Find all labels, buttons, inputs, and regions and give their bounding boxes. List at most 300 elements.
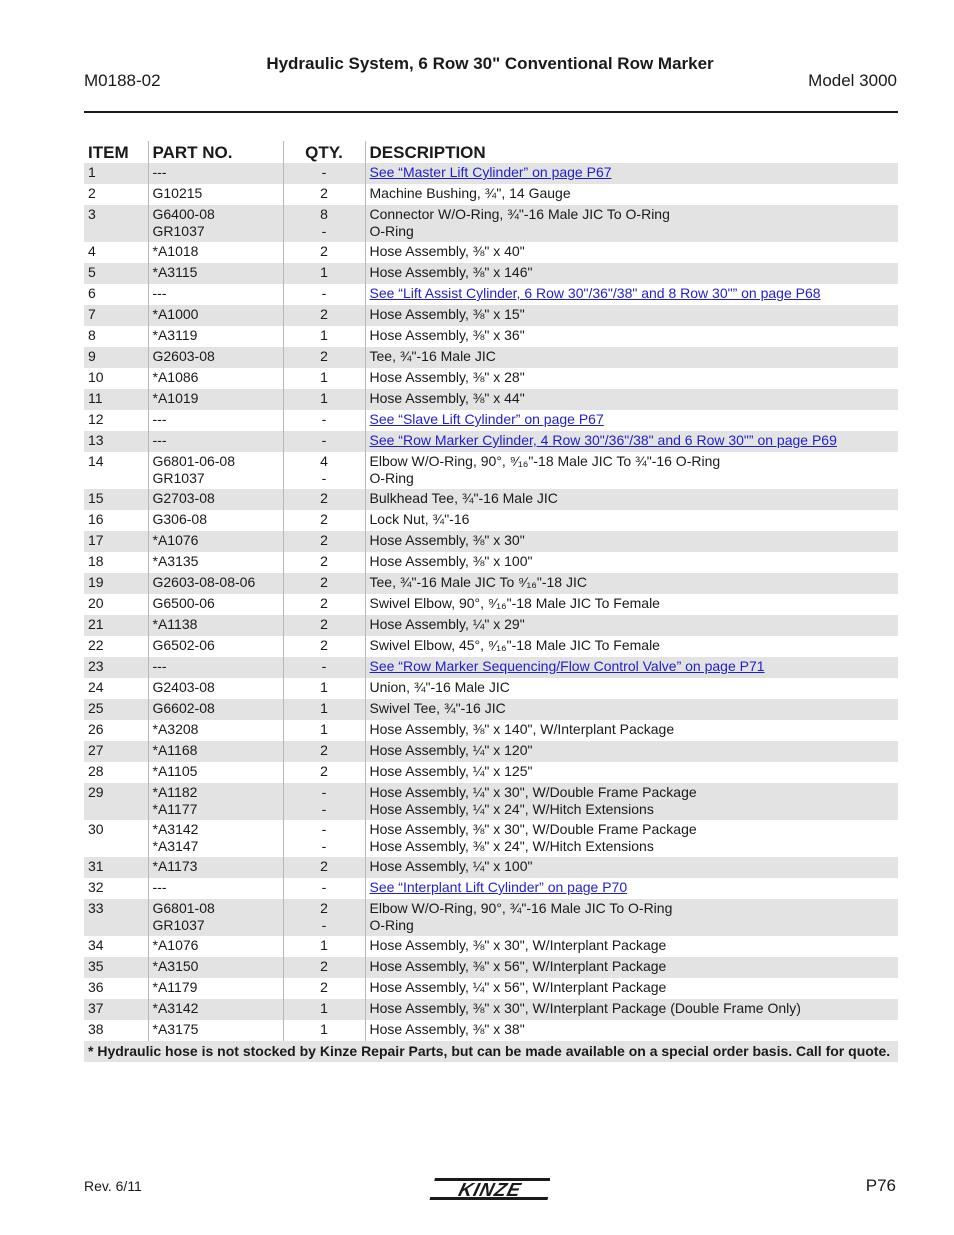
description: Hose Assembly, ⅜" x 24", W/Hitch Extensions [369,838,654,854]
part-number-cell [148,305,283,326]
part-number: GR1037 [152,470,205,486]
table-row [84,510,898,531]
table-row [84,347,898,368]
table-row [84,489,898,510]
page-reference-link[interactable]: See “Interplant Lift Cylinder” on page P70 [369,879,628,895]
description-cell [365,305,898,326]
quantity-cell [283,410,365,431]
quantity: 2 [320,574,328,590]
part-number-cell [148,1020,283,1041]
table-row [84,368,898,389]
quantity-cell [283,452,365,489]
part-number-cell [148,573,283,594]
description: O-Ring [369,223,414,239]
description-cell [365,857,898,878]
item-number: 38 [88,1021,104,1037]
part-number-cell [148,263,283,284]
quantity: - [321,821,327,837]
description-cell [365,510,898,531]
part-number: *A3208 [152,721,199,737]
part-number: --- [152,411,167,427]
quantity-cell [283,284,365,305]
description: Hose Assembly, ⅜" x 30", W/Interplant Package (Double Frame Only) [369,1000,801,1016]
quantity: 2 [320,553,328,569]
table-row [84,389,898,410]
quantity: - [321,411,327,427]
part-number-cell [148,163,283,184]
description: Hose Assembly, ⅜" x 36" [369,327,525,343]
part-number-cell [148,741,283,762]
description: O-Ring [369,917,414,933]
item-number: 11 [88,390,103,406]
description: Hose Assembly, ¼" x 125" [369,763,533,779]
part-number-cell [148,699,283,720]
part-number: --- [152,164,167,180]
quantity-cell [283,242,365,263]
part-number-cell [148,552,283,573]
description-cell [365,242,898,263]
part-number: --- [152,432,167,448]
table-row [84,699,898,720]
item-number: 34 [88,937,104,953]
item-number: 13 [88,432,104,448]
quantity: - [321,658,327,674]
item-number: 10 [88,369,104,385]
part-number: --- [152,658,167,674]
description-cell [365,999,898,1020]
part-number-cell [148,205,283,242]
table-row [84,205,898,242]
description-cell [365,636,898,657]
description-cell [365,783,898,820]
part-number-cell [148,657,283,678]
part-number-cell [148,410,283,431]
part-number-cell [148,720,283,741]
item-number: 27 [88,742,104,758]
part-number-cell [148,368,283,389]
part-number-cell [148,242,283,263]
item-number: 26 [88,721,104,737]
description-cell [365,163,898,184]
quantity: 1 [320,1021,328,1037]
description-cell [365,615,898,636]
quantity-cell [283,741,365,762]
description-cell [365,489,898,510]
quantity-cell [283,783,365,820]
description: Machine Bushing, ¾", 14 Gauge [369,185,571,201]
table-row [84,305,898,326]
part-number-cell [148,347,283,368]
header-divider [84,111,898,113]
quantity-cell [283,820,365,857]
part-number-cell [148,999,283,1020]
quantity: 2 [320,742,328,758]
part-number-cell [148,762,283,783]
table-row [84,783,898,820]
quantity-cell [283,573,365,594]
table-row [84,326,898,347]
document-number: M0188-02 [84,71,161,90]
quantity-cell [283,878,365,899]
part-number: G10215 [152,185,203,201]
quantity-cell [283,762,365,783]
quantity-cell [283,489,365,510]
table-row [84,163,898,184]
description-cell [365,326,898,347]
item-number: 6 [88,285,96,301]
description: Hose Assembly, ¼" x 100" [369,858,533,874]
table-row [84,978,898,999]
kinze-logo [428,1174,550,1204]
description: Hose Assembly, ¼" x 30", W/Double Frame Package [369,784,697,800]
table-row [84,857,898,878]
quantity: 2 [320,858,328,874]
quantity: 2 [320,595,328,611]
table-row [84,899,898,936]
item-number: 16 [88,511,104,527]
part-number: G6801-06-08 [152,453,236,469]
quantity: 1 [320,937,328,953]
part-number: *A3119 [152,327,198,343]
part-number: *A1076 [152,532,199,548]
page-title: Hydraulic System, 6 Row 30" Conventional Row Marker [266,54,714,73]
part-number: GR1037 [152,223,205,239]
description: Union, ¾"-16 Male JIC [369,679,510,695]
description-cell [365,452,898,489]
quantity: 2 [320,616,328,632]
table-row [84,878,898,899]
quantity: 2 [320,243,328,259]
description-cell [365,899,898,936]
description: Hose Assembly, ⅜" x 28" [369,369,525,385]
column-header-description: DESCRIPTION [365,141,898,163]
item-number: 22 [88,637,104,653]
part-number: *A3115 [152,264,198,280]
quantity-cell [283,594,365,615]
description: Hose Assembly, ⅜" x 38" [369,1021,525,1037]
page-reference-link[interactable]: See “Lift Assist Cylinder, 6 Row 30"/36"/38" and 8 Row 30"” on page P68 [369,285,821,301]
part-number: G2603-08-08-06 [152,574,256,590]
part-number-cell [148,452,283,489]
description: Bulkhead Tee, ¾"-16 Male JIC [369,490,558,506]
table-row [84,552,898,573]
description-cell [365,594,898,615]
description-cell [365,678,898,699]
table-row [84,741,898,762]
description-cell [365,878,898,899]
description: Hose Assembly, ⅜" x 146" [369,264,533,280]
description-cell [365,936,898,957]
quantity-cell [283,368,365,389]
part-number: *A1168 [152,742,198,758]
part-number: *A1177 [152,801,198,817]
description: Lock Nut, ¾"-16 [369,511,470,527]
part-number-cell [148,957,283,978]
description-cell [365,957,898,978]
quantity-cell [283,957,365,978]
quantity-cell [283,552,365,573]
part-number: *A3142 [152,1000,199,1016]
quantity: - [321,917,327,933]
part-number-cell [148,899,283,936]
item-number: 17 [88,532,104,548]
description: Swivel Elbow, 45°, ⁹⁄₁₆"-18 Male JIC To Female [369,637,660,653]
page-reference-link[interactable]: See “Row Marker Sequencing/Flow Control Valve” on page P71 [369,658,765,674]
description-cell [365,263,898,284]
quantity: 1 [320,264,328,280]
quantity: 1 [320,327,328,343]
part-number: *A1182 [152,784,198,800]
item-number: 12 [88,411,104,427]
part-number: *A1179 [152,979,198,995]
description-cell [365,720,898,741]
quantity: - [321,879,327,895]
description-cell [365,699,898,720]
quantity: - [321,164,327,180]
table-row [84,762,898,783]
page-reference-link[interactable]: See “Slave Lift Cylinder” on page P67 [369,411,604,427]
description: Hose Assembly, ⅜" x 100" [369,553,533,569]
part-number-cell [148,615,283,636]
quantity: 2 [320,532,328,548]
table-row [84,1020,898,1041]
part-number-cell [148,284,283,305]
part-number: G2703-08 [152,490,215,506]
quantity-cell [283,678,365,699]
part-number-cell [148,184,283,205]
table-row [84,957,898,978]
table-row [84,999,898,1020]
part-number: --- [152,285,167,301]
description: Swivel Elbow, 90°, ⁹⁄₁₆"-18 Male JIC To Female [369,595,660,611]
quantity-cell [283,531,365,552]
item-number: 5 [88,264,96,280]
quantity: 2 [320,306,328,322]
table-row [84,936,898,957]
quantity: 1 [320,1000,328,1016]
quantity: - [321,784,327,800]
revision-date: Rev. 6/11 [84,1178,142,1194]
quantity-cell [283,657,365,678]
page-reference-link[interactable]: See “Master Lift Cylinder” on page P67 [369,164,612,180]
item-number: 29 [88,784,104,800]
description: Hose Assembly, ⅜" x 30" [369,532,525,548]
table-row [84,594,898,615]
description-cell [365,762,898,783]
part-number: G6502-06 [152,637,215,653]
quantity: 1 [320,700,328,716]
part-number-cell [148,389,283,410]
quantity: 2 [320,900,328,916]
item-number: 37 [88,1000,104,1016]
description: Elbow W/O-Ring, 90°, ⁹⁄₁₆"-18 Male JIC To ¾"-16 O-Ring [369,453,721,469]
part-number: *A1076 [152,937,199,953]
table-row [84,452,898,489]
description: Elbow W/O-Ring, 90°, ¾"-16 Male JIC To O-Ring [369,900,673,916]
part-number: G6500-06 [152,595,215,611]
quantity: 2 [320,979,328,995]
part-number-cell [148,510,283,531]
item-number: 4 [88,243,96,259]
footnote-row [84,1041,898,1062]
description-cell [365,741,898,762]
description-cell [365,284,898,305]
quantity-cell [283,936,365,957]
quantity: 1 [320,721,328,737]
part-number-cell [148,636,283,657]
quantity-cell [283,699,365,720]
description-cell [365,389,898,410]
part-number: --- [152,879,167,895]
table-row [84,184,898,205]
page-reference-link[interactable]: See “Row Marker Cylinder, 4 Row 30"/36"/38" and 6 Row 30"” on page P69 [369,432,837,448]
part-number: *A1105 [152,763,198,779]
part-number: *A3135 [152,553,199,569]
quantity-cell [283,184,365,205]
footnote-text: * Hydraulic hose is not stocked by Kinze Repair Parts, but can be made available on a special order basis. Call for quote. [84,1041,898,1062]
table-row [84,431,898,452]
part-number: G6400-08 [152,206,215,222]
item-number: 8 [88,327,96,343]
description-cell [365,820,898,857]
part-number-cell [148,978,283,999]
part-number: G2403-08 [152,679,215,695]
quantity-cell [283,305,365,326]
item-number: 33 [88,900,104,916]
item-number: 18 [88,553,104,569]
quantity: 2 [320,763,328,779]
description: Hose Assembly, ⅜" x 140", W/Interplant Package [369,721,675,737]
description: Hose Assembly, ⅜" x 56", W/Interplant Package [369,958,667,974]
part-number-cell [148,431,283,452]
part-number: G6801-08 [152,900,215,916]
description: Connector W/O-Ring, ¾"-16 Male JIC To O-Ring [369,206,670,222]
part-number: G6602-08 [152,700,215,716]
item-number: 2 [88,185,96,201]
description: Hose Assembly, ¼" x 120" [369,742,533,758]
description-cell [365,657,898,678]
description: Tee, ¾"-16 Male JIC To ⁹⁄₁₆"-18 JIC [369,574,587,590]
quantity: - [321,838,327,854]
part-number-cell [148,878,283,899]
description: Hose Assembly, ¼" x 29" [369,616,525,632]
quantity-cell [283,978,365,999]
item-number: 15 [88,490,104,506]
quantity-cell [283,205,365,242]
table-row [84,615,898,636]
item-number: 23 [88,658,104,674]
item-number: 7 [88,306,96,322]
quantity-cell [283,636,365,657]
quantity: 2 [320,490,328,506]
item-number: 25 [88,700,104,716]
part-number: *A1086 [152,369,199,385]
quantity-cell [283,510,365,531]
quantity: 2 [320,511,328,527]
description: Hose Assembly, ⅜" x 44" [369,390,525,406]
description: Tee, ¾"-16 Male JIC [369,348,496,364]
quantity-cell [283,389,365,410]
part-number-cell [148,857,283,878]
quantity-cell [283,326,365,347]
quantity: - [321,432,327,448]
quantity: 2 [320,185,328,201]
description-cell [365,1020,898,1041]
page-number: P76 [865,1176,896,1195]
quantity-cell [283,615,365,636]
item-number: 32 [88,879,104,895]
parts-table-body [84,163,898,1041]
part-number: *A1000 [152,306,199,322]
description-cell [365,184,898,205]
part-number: GR1037 [152,917,205,933]
item-number: 31 [88,858,104,874]
item-number: 19 [88,574,104,590]
table-row [84,636,898,657]
item-number: 14 [88,453,104,469]
table-row [84,657,898,678]
description-cell [365,573,898,594]
quantity-cell [283,163,365,184]
item-number: 1 [88,164,96,180]
description-cell [365,347,898,368]
column-header-qty: QTY. [283,141,365,163]
part-number: *A3150 [152,958,199,974]
table-row [84,531,898,552]
description: Swivel Tee, ¾"-16 JIC [369,700,506,716]
part-number: G306-08 [152,511,207,527]
item-number: 9 [88,348,96,364]
model-name: Model 3000 [808,71,897,90]
description: O-Ring [369,470,414,486]
item-number: 30 [88,821,104,837]
table-row [84,410,898,431]
quantity: - [321,470,327,486]
part-number-cell [148,678,283,699]
item-number: 3 [88,206,96,222]
quantity-cell [283,720,365,741]
item-number: 24 [88,679,104,695]
quantity: - [321,801,327,817]
description-cell [365,205,898,242]
quantity: 1 [320,369,328,385]
quantity: - [321,223,327,239]
description-cell [365,552,898,573]
description-cell [365,431,898,452]
table-row [84,284,898,305]
description: Hose Assembly, ¼" x 24", W/Hitch Extensions [369,801,654,817]
quantity-cell [283,857,365,878]
part-number-cell [148,820,283,857]
part-number: *A1173 [152,858,198,874]
table-header-row [84,141,898,163]
quantity-cell [283,999,365,1020]
table-row [84,573,898,594]
quantity-cell [283,263,365,284]
quantity-cell [283,899,365,936]
column-header-part-no: PART NO. [148,141,283,163]
description: Hose Assembly, ⅜" x 30", W/Interplant Package [369,937,667,953]
description-cell [365,368,898,389]
description-cell [365,410,898,431]
quantity: 1 [320,679,328,695]
part-number: *A3175 [152,1021,199,1037]
parts-table [84,141,898,1062]
part-number: *A3147 [152,838,199,854]
table-row [84,263,898,284]
quantity: - [321,285,327,301]
part-number-cell [148,489,283,510]
